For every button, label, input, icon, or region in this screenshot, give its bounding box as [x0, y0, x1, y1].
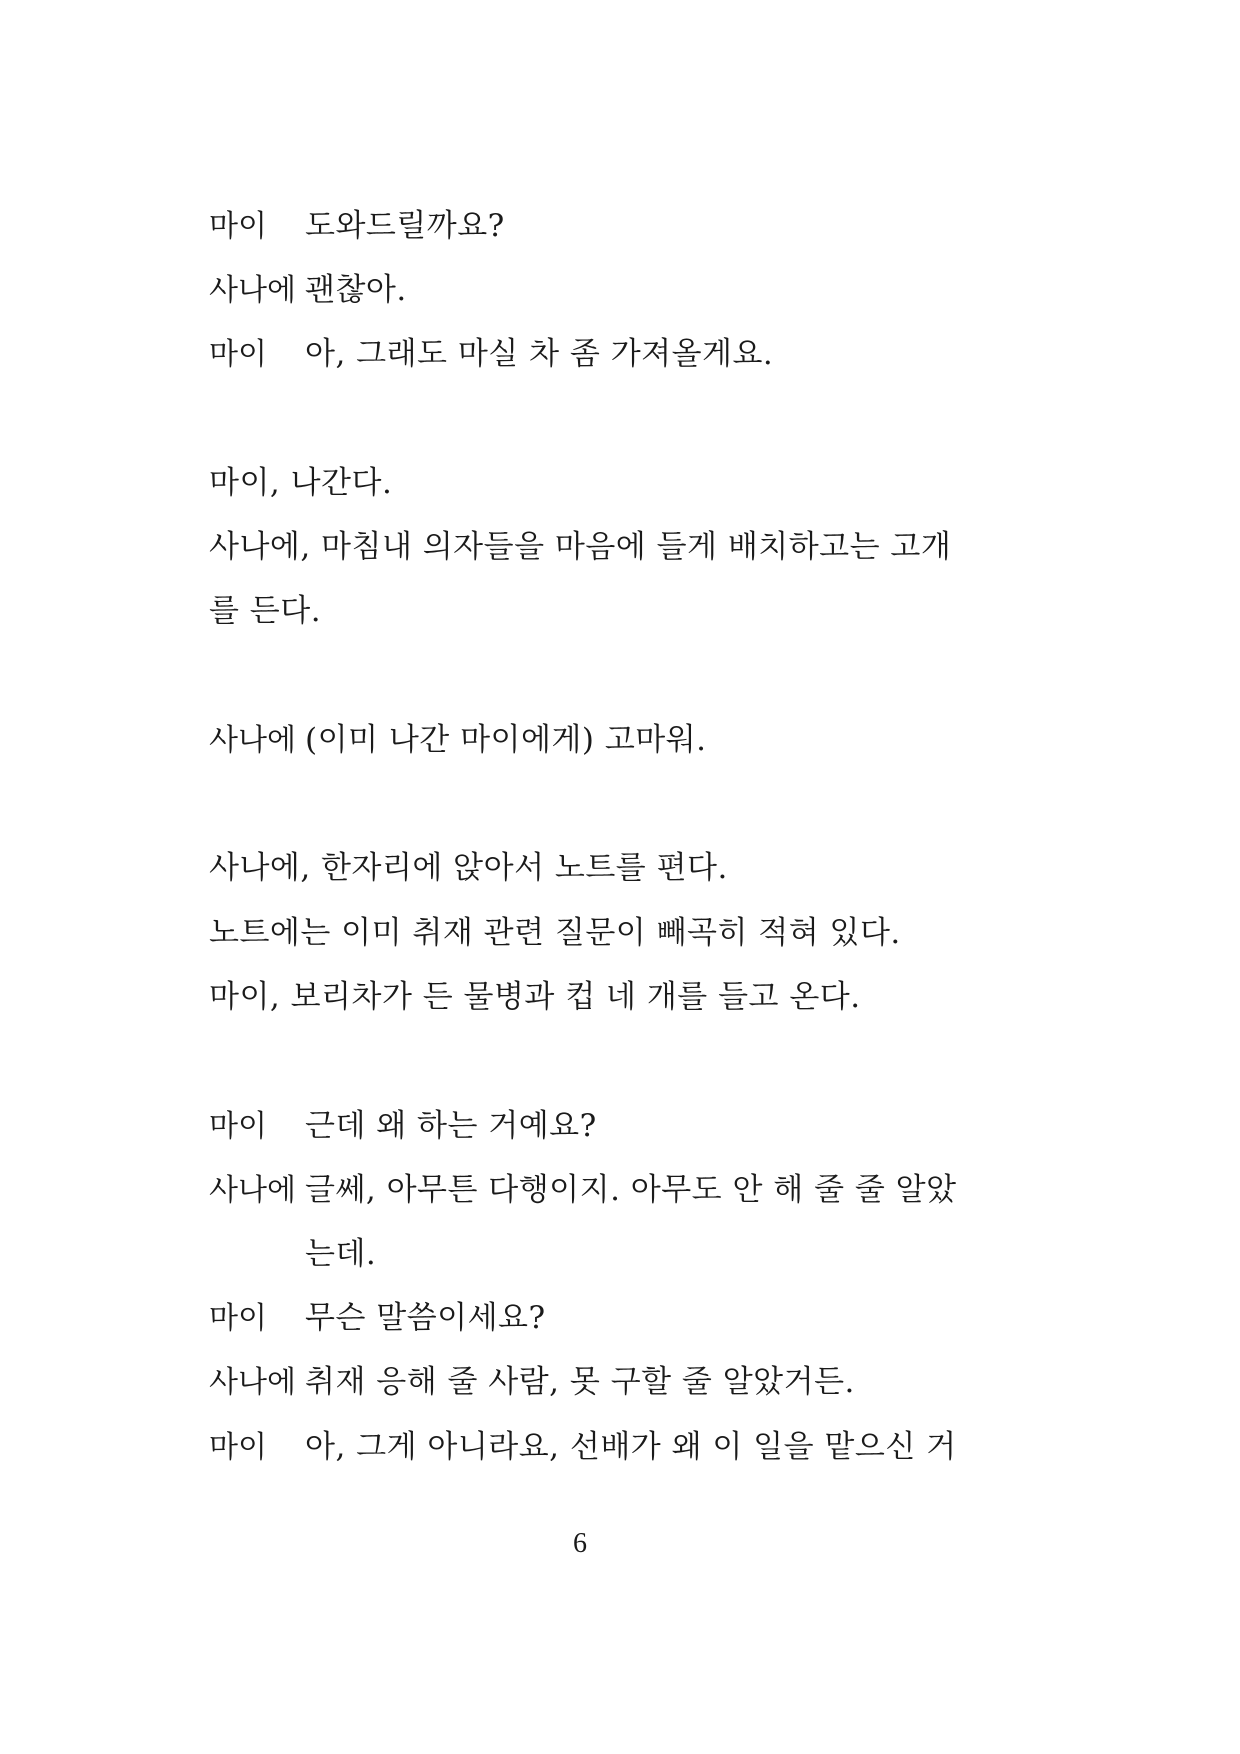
- dialogue-text: 글쎄, 아무튼 다행이지. 아무도 안 해 줄 줄 알았: [305, 1172, 957, 1208]
- dialogue-line: [209, 1104, 597, 1149]
- stage-direction: 사나에, 마침내 의자들을 마음에 들게 배치하고는 고개: [209, 529, 952, 565]
- speaker-name: 마이: [209, 1109, 267, 1144]
- dialogue-text: 아, 그래도 마실 차 좀 가져올게요.: [305, 336, 774, 372]
- dialogue-text: 무슨 말씀이세요?: [305, 1300, 546, 1336]
- dialogue-text: 도와드릴까요?: [305, 208, 505, 244]
- stage-direction: 노트에는 이미 취재 관련 질문이 빼곡히 적혀 있다.: [209, 915, 901, 951]
- dialogue-line: [209, 1360, 855, 1405]
- speaker-name: 사나에: [209, 1365, 296, 1400]
- dialogue-text: 근데 왜 하는 거예요?: [305, 1108, 597, 1144]
- speaker-name: 마이: [209, 1301, 267, 1336]
- speaker-name: 마이: [209, 209, 267, 244]
- dialogue-continuation: 는데.: [305, 1236, 377, 1272]
- dialogue-line: [209, 1425, 957, 1470]
- speaker-name: 마이: [209, 337, 267, 372]
- speaker-name: 사나에: [209, 273, 296, 308]
- speaker-name: 마이: [209, 1430, 267, 1465]
- stage-direction: 마이, 나간다.: [209, 465, 393, 501]
- dialogue-line: [209, 1168, 957, 1213]
- dialogue-text: (이미 나간 마이에게) 고마워.: [305, 722, 707, 758]
- dialogue-text: 취재 응해 줄 사람, 못 구할 줄 알았거든.: [305, 1364, 855, 1400]
- page-number: 6: [573, 1528, 587, 1559]
- dialogue-line: [209, 204, 505, 249]
- dialogue-line: [209, 718, 707, 763]
- stage-direction: 를 든다.: [209, 593, 322, 629]
- dialogue-line: [209, 268, 407, 313]
- stage-direction: 마이, 보리차가 든 물병과 컵 네 개를 들고 온다.: [209, 979, 861, 1015]
- stage-direction: 사나에, 한자리에 앉아서 노트를 편다.: [209, 850, 728, 886]
- speaker-name: 사나에: [209, 1173, 296, 1208]
- dialogue-text: 괜찮아.: [305, 272, 407, 308]
- dialogue-line: [209, 332, 773, 377]
- dialogue-line: [209, 1296, 546, 1341]
- speaker-name: 사나에: [209, 723, 296, 758]
- dialogue-text: 아, 그게 아니라요, 선배가 왜 이 일을 맡으신 거: [305, 1429, 957, 1465]
